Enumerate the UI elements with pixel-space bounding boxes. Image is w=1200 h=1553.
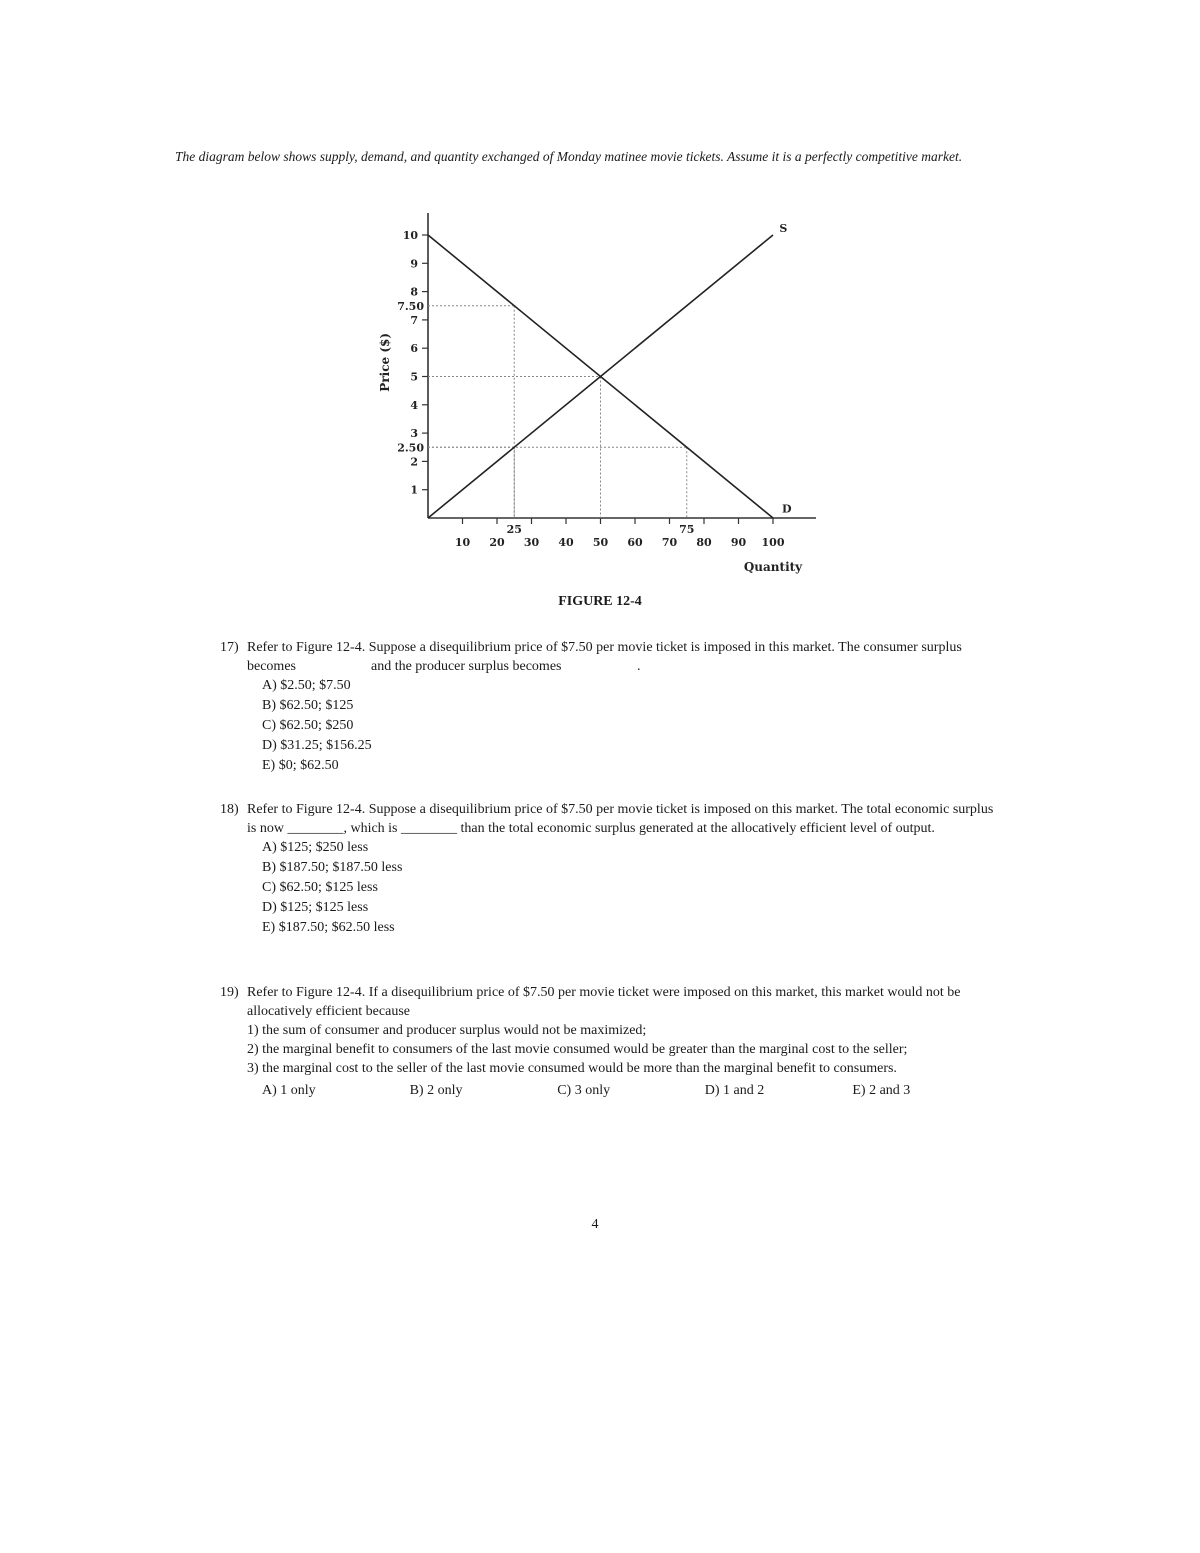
stem-part: Refer to Figure 12-4. Suppose a disequilibrium price of $7.50 per movie ticket is imposed in this market. The consumer surplus becomes xyxy=(247,640,962,674)
question-number: 18) xyxy=(220,802,239,817)
choice-d: D) $125; $125 less xyxy=(262,900,369,915)
x-tick-label: 100 xyxy=(761,536,785,549)
y-tick-label: 3 xyxy=(410,427,418,441)
choice-b: B) $62.50; $125 xyxy=(262,698,354,713)
choice-list xyxy=(262,838,1000,938)
choice-e: E) $0; $62.50 xyxy=(262,758,339,773)
x-tick-label: 90 xyxy=(730,536,747,549)
x-tick-label: 30 xyxy=(523,536,540,549)
choice-d: D) 1 and 2 xyxy=(704,1083,765,1098)
intro-text: The diagram below shows supply, demand, and quantity exchanged of Monday matinee movie tickets. Assume it is a perfectly competitive market. xyxy=(175,149,963,164)
y-tick-label: 9 xyxy=(410,257,418,271)
choice-c: C) $62.50; $125 less xyxy=(262,880,378,895)
y-tick-label-extra: 7.50 xyxy=(397,299,424,313)
choice-b: B) $187.50; $187.50 less xyxy=(262,860,403,875)
x-axis-label: Quantity xyxy=(743,560,803,574)
question-number: 17) xyxy=(220,640,239,655)
choice-list xyxy=(262,676,1000,776)
question-stem xyxy=(247,800,1000,838)
demand-label: D xyxy=(782,502,792,516)
question-17 xyxy=(220,638,1000,776)
x-tick-label: 40 xyxy=(558,536,574,549)
y-tick-label: 4 xyxy=(410,398,418,412)
statement-3: 3) the marginal cost to the seller of the last movie consumed would be more than the marginal benefit to consumers. xyxy=(247,1061,897,1076)
x-tick-label-extra: 25 xyxy=(506,523,522,536)
x-tick-label: 60 xyxy=(627,536,643,549)
choice-c: C) $62.50; $250 xyxy=(262,718,354,733)
question-18 xyxy=(220,800,1000,938)
stem-part: than the total economic surplus generated at the allocatively efficient level of output. xyxy=(460,821,935,836)
question-stem xyxy=(247,638,1000,676)
x-tick-label: 70 xyxy=(661,536,678,549)
x-tick-label: 80 xyxy=(696,536,712,549)
y-axis-label: Price ($) xyxy=(378,332,392,392)
choice-a: A) $125; $250 less xyxy=(262,840,369,855)
x-tick-label: 20 xyxy=(489,536,505,549)
y-tick-label-extra: 2.50 xyxy=(397,441,424,455)
statement-1: 1) the sum of consumer and producer surplus would not be maximized; xyxy=(247,1023,647,1038)
choice-e: E) $187.50; $62.50 less xyxy=(262,920,395,935)
y-tick-label: 5 xyxy=(410,370,418,384)
x-tick-label: 50 xyxy=(592,536,609,549)
supply-demand-chart xyxy=(360,200,830,585)
question-number: 19) xyxy=(220,985,239,1000)
choice-row xyxy=(262,1081,1000,1100)
y-tick-label: 2 xyxy=(410,455,418,469)
stem-part: Refer to Figure 12-4. Suppose a disequilibrium price of $7.50 per movie ticket is imposed on this market. The total economic surplus is now xyxy=(247,802,994,836)
y-tick-label: 8 xyxy=(410,285,418,299)
choice-e: E) 2 and 3 xyxy=(852,1083,911,1098)
page-number: 4 xyxy=(591,1217,599,1232)
x-tick-label: 10 xyxy=(454,536,471,549)
stem-part: which is xyxy=(350,821,398,836)
question-stem: Refer to Figure 12-4. If a disequilibrium price of $7.50 per movie ticket were imposed on this market, this market would not be allocatively efficient because xyxy=(247,985,961,1019)
supply-label: S xyxy=(779,222,788,236)
choice-a: A) $2.50; $7.50 xyxy=(262,678,351,693)
x-tick-label-extra: 75 xyxy=(679,523,695,536)
choice-b: B) 2 only xyxy=(409,1083,463,1098)
statement-2: 2) the marginal benefit to consumers of the last movie consumed would be greater than the marginal cost to the seller; xyxy=(247,1042,908,1057)
question-19 xyxy=(220,983,1000,1100)
figure-caption: FIGURE 12-4 xyxy=(558,594,642,609)
y-tick-label: 1 xyxy=(410,483,418,497)
stem-part: and the producer surplus becomes xyxy=(370,659,562,674)
choice-d: D) $31.25; $156.25 xyxy=(262,738,372,753)
y-tick-label: 10 xyxy=(402,229,418,242)
choice-a: A) 1 only xyxy=(262,1083,316,1098)
y-tick-label: 6 xyxy=(410,342,418,356)
y-tick-label: 7 xyxy=(410,313,418,327)
stem-end: . xyxy=(636,659,641,674)
blank: ________ xyxy=(401,821,458,836)
choice-c: C) 3 only xyxy=(557,1083,611,1098)
blank: ________, xyxy=(287,821,347,836)
